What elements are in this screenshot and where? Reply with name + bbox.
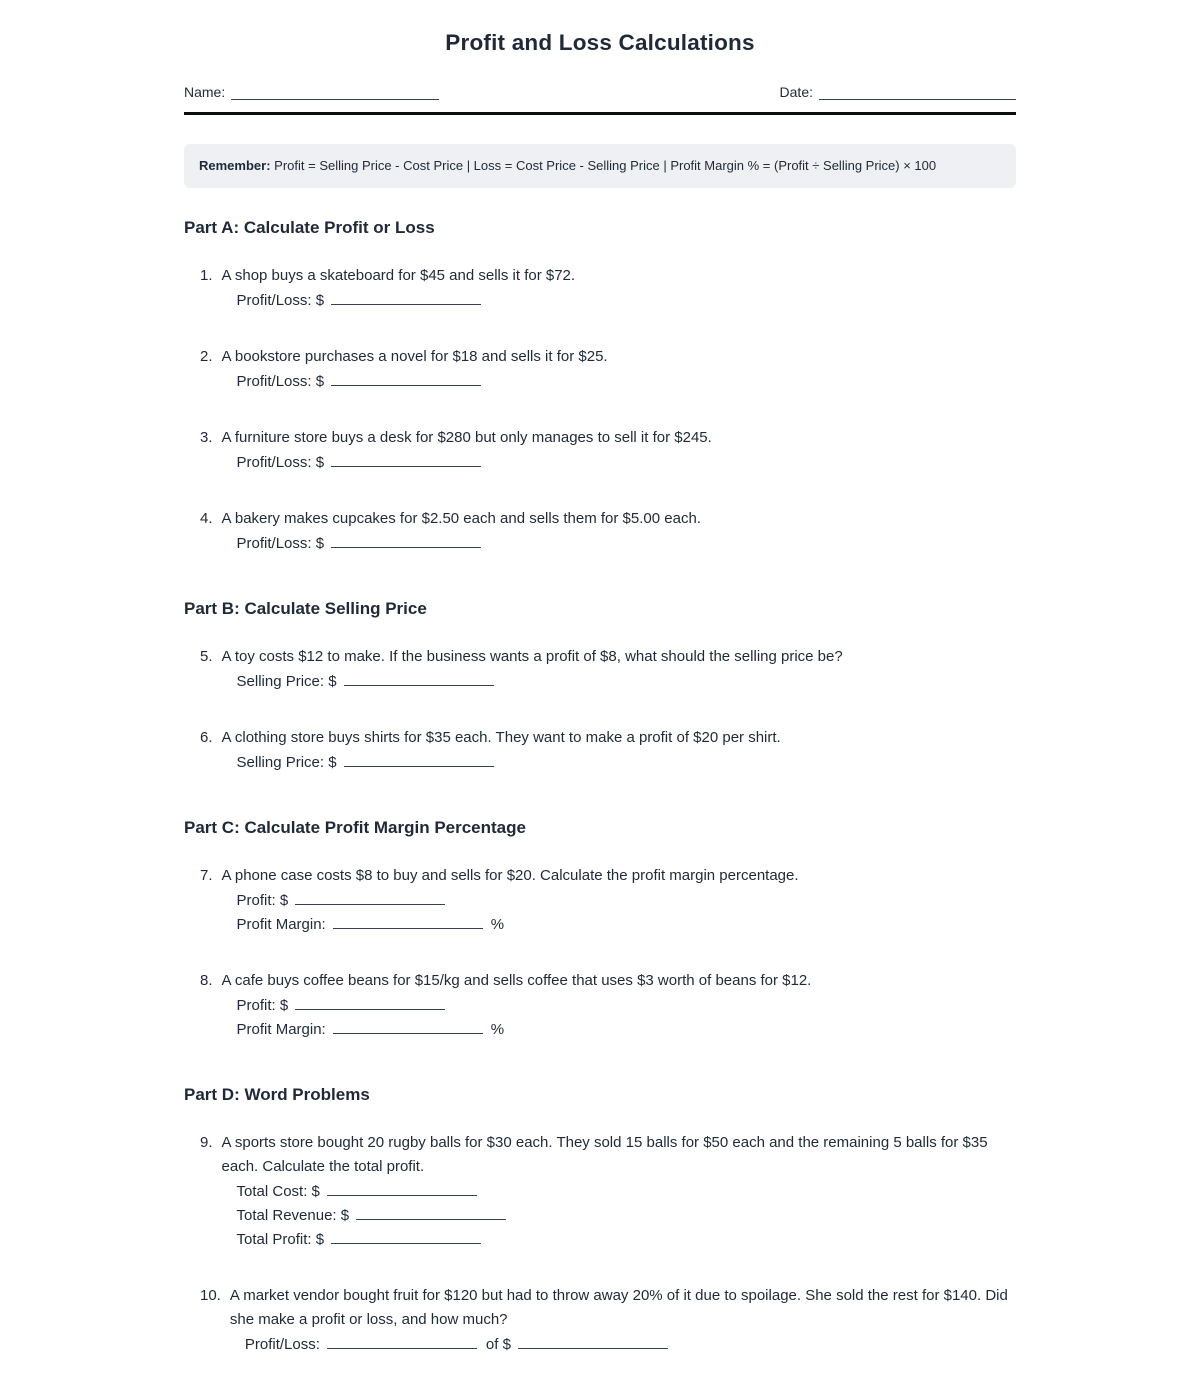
item-number: 2. <box>200 348 213 365</box>
question-item-6 <box>184 726 1016 775</box>
answer-blank[interactable] <box>331 1229 481 1244</box>
question-text: A phone case costs $8 to buy and sells for $20. Calculate the profit margin percentage. <box>221 867 799 884</box>
question-item-3 <box>184 426 1016 475</box>
answer-line <box>237 451 1012 475</box>
answer-blank[interactable] <box>295 995 445 1010</box>
answer-label: Profit/Loss: $ <box>236 292 325 309</box>
answer-label: Total Cost: $ <box>236 1183 320 1200</box>
remember-label: Remember: <box>199 158 271 173</box>
answer-blank[interactable] <box>356 1205 506 1220</box>
question-item-8 <box>184 969 1016 1042</box>
question-item-5 <box>184 645 1016 694</box>
answer-blank[interactable] <box>295 890 445 905</box>
answer-mid-label: of $ <box>485 1336 511 1353</box>
question-item-10 <box>184 1284 1016 1357</box>
answer-blank[interactable] <box>327 1334 477 1349</box>
answer-blank[interactable] <box>333 914 483 929</box>
answer-suffix: % <box>490 916 505 933</box>
item-number: 6. <box>200 729 213 746</box>
answer-label: Profit/Loss: <box>244 1336 320 1353</box>
item-number: 4. <box>200 510 213 527</box>
part-a-items <box>184 264 1016 556</box>
answer-line <box>237 532 1012 556</box>
name-blank[interactable] <box>231 85 439 100</box>
item-number: 1. <box>200 267 213 284</box>
answer-label: Profit/Loss: $ <box>236 454 325 471</box>
date-blank[interactable] <box>819 85 1016 100</box>
section-heading-part-a: Part A: Calculate Profit or Loss <box>184 218 435 237</box>
question-text: A clothing store buys shirts for $35 each. They want to make a profit of $20 per shirt. <box>221 729 781 746</box>
answer-blank[interactable] <box>331 371 481 386</box>
answer-line <box>237 1204 1012 1228</box>
answer-line <box>237 913 1012 937</box>
part-c-items <box>184 864 1016 1042</box>
answer-line <box>237 1018 1012 1042</box>
question-item-9 <box>184 1131 1016 1252</box>
item-number: 9. <box>200 1134 213 1151</box>
item-number: 3. <box>200 429 213 446</box>
name-date-row <box>184 84 1016 100</box>
answer-line <box>237 670 1012 694</box>
name-label: Name: <box>184 84 226 100</box>
question-item-4 <box>184 507 1016 556</box>
answer-line <box>237 1228 1012 1252</box>
question-text: A cafe buys coffee beans for $15/kg and sells coffee that uses $3 worth of beans for $12. <box>221 972 812 989</box>
answer-blank[interactable] <box>344 671 494 686</box>
name-field-group <box>184 84 439 100</box>
answer-line <box>237 994 1012 1018</box>
answer-label: Profit: $ <box>236 997 289 1014</box>
answer-label: Total Profit: $ <box>236 1231 325 1248</box>
section-heading-part-d: Part D: Word Problems <box>184 1085 370 1104</box>
question-text: A market vendor bought fruit for $120 but had to throw away 20% of it due to spoilage. She sold the rest for $140. Did she make a profit or loss, and how much? <box>229 1287 1008 1328</box>
section-heading-part-c: Part C: Calculate Profit Margin Percentage <box>184 818 526 837</box>
date-field-group <box>780 84 1016 100</box>
answer-line <box>237 1180 1012 1204</box>
item-number: 10. <box>200 1287 221 1304</box>
item-number: 5. <box>200 648 213 665</box>
item-number: 8. <box>200 972 213 989</box>
answer-blank[interactable] <box>344 752 494 767</box>
answer-line <box>237 889 1012 913</box>
answer-suffix: % <box>490 1021 505 1038</box>
section-heading-part-b: Part B: Calculate Selling Price <box>184 599 427 618</box>
item-number: 7. <box>200 867 213 884</box>
answer-blank[interactable] <box>518 1334 668 1349</box>
answer-label: Selling Price: $ <box>236 673 337 690</box>
question-item-2 <box>184 345 1016 394</box>
remember-box <box>184 144 1016 188</box>
remember-text: Profit = Selling Price - Cost Price | Loss = Cost Price - Selling Price | Profit Margin % = (Profit ÷ Selling Price) × 100 <box>274 158 937 173</box>
answer-blank[interactable] <box>333 1019 483 1034</box>
answer-blank[interactable] <box>331 533 481 548</box>
question-text: A furniture store buys a desk for $280 but only manages to sell it for $245. <box>221 429 712 446</box>
answer-label: Profit/Loss: $ <box>236 535 325 552</box>
question-text: A bookstore purchases a novel for $18 and sells it for $25. <box>221 348 608 365</box>
answer-label: Profit/Loss: $ <box>236 373 325 390</box>
answer-label: Total Revenue: $ <box>236 1207 350 1224</box>
date-label: Date: <box>779 84 813 100</box>
answer-line <box>237 751 1012 775</box>
part-d-items <box>184 1131 1016 1357</box>
answer-label: Profit: $ <box>236 892 289 909</box>
question-text: A sports store bought 20 rugby balls for $30 each. They sold 15 balls for $50 each and the remaining 5 balls for $35 each. Calculate the total profit. <box>221 1134 988 1175</box>
page-title: Profit and Loss Calculations <box>445 30 755 55</box>
answer-label: Profit Margin: <box>236 916 326 933</box>
question-text: A bakery makes cupcakes for $2.50 each and sells them for $5.00 each. <box>221 510 701 527</box>
header-divider <box>184 112 1016 115</box>
answer-blank[interactable] <box>327 1181 477 1196</box>
answer-line <box>237 289 1012 313</box>
answer-blank[interactable] <box>331 452 481 467</box>
answer-blank[interactable] <box>331 290 481 305</box>
question-item-7 <box>184 864 1016 937</box>
answer-label: Selling Price: $ <box>236 754 337 771</box>
question-text: A toy costs $12 to make. If the business wants a profit of $8, what should the selling price be? <box>221 648 843 665</box>
question-text: A shop buys a skateboard for $45 and sells it for $72. <box>221 267 576 284</box>
answer-line <box>245 1333 1016 1357</box>
question-item-1 <box>184 264 1016 313</box>
answer-label: Profit Margin: <box>236 1021 326 1038</box>
answer-line <box>237 370 1012 394</box>
part-b-items <box>184 645 1016 775</box>
